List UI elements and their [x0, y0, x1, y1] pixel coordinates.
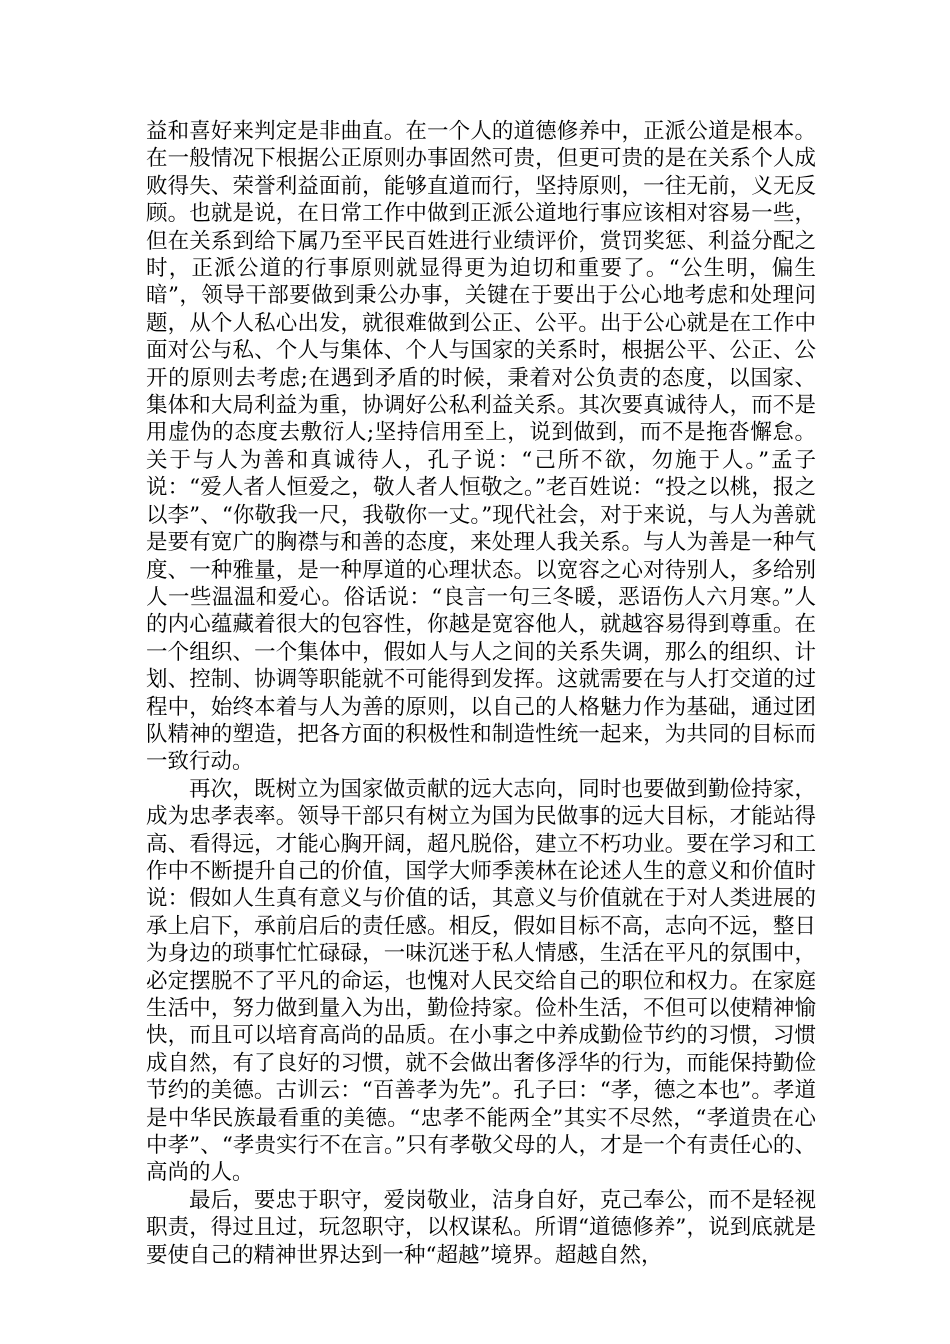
- document-body: [146, 118, 816, 1269]
- paragraph-duty: 最后，要忠于职守，爱岗敬业，洁身自好，克己奉公，而不是轻视职责，得过且过，玩忽职守，以权谋私。所谓“道德修养”，说到底就是要使自己的精神世界达到一种“超越”境界。超越自然，: [146, 1187, 816, 1268]
- paragraph-ambition: 再次，既树立为国家做贡献的远大志向，同时也要做到勤俭持家，成为忠孝表率。领导干部只有树立为国为民做事的远大目标，才能站得高、看得远，才能心胸开阔，超凡脱俗，建立不朽功业。要在学习和工作中不断提升自己的价值，国学大师季羡林在论述人生的意义和价值时说：假如人生真有意义与价值的话，其意义与价值就在于对人类进展的承上启下，承前启后的责任感。相反，假如目标不高，志向不远，整日为身边的琐事忙忙碌碌，一味沉迷于私人情感，生活在平凡的氛围中，必定摆脱不了平凡的命运，也愧对人民交给自己的职位和权力。在家庭生活中，努力做到量入为出，勤俭持家。俭朴生活，不但可以使精神愉快，而且可以培育高尚的品质。在小事之中养成勤俭节约的习惯，习惯成自然，有了良好的习惯，就不会做出奢侈浮华的行为，而能保持勤俭节约的美德。古训云：“百善孝为先”。孔子曰：“孝，德之本也”。孝道是中华民族最看重的美德。“忠孝不能两全”其实不尽然，“孝道贵在心中孝”、“孝贵实行不在言。”只有孝敬父母的人，才是一个有责任心的、高尚的人。: [146, 776, 816, 1186]
- paragraph-continuation: 益和喜好来判定是非曲直。在一个人的道德修养中，正派公道是根本。在一般情况下根据公正原则办事固然可贵，但更可贵的是在关系个人成败得失、荣誉利益面前，能够直道而行，坚持原则，一往无前，义无反顾。也就是说，在日常工作中做到正派公道地行事应该相对容易一些，但在关系到给下属乃至平民百姓进行业绩评价，赏罚奖惩、利益分配之时，正派公道的行事原则就显得更为迫切和重要了。“公生明，偏生暗”，领导干部要做到秉公办事，关键在于要出于公心地考虑和处理问题，从个人私心出发，就很难做到公正、公平。出于公心就是在工作中面对公与私、个人与集体、个人与国家的关系时，根据公平、公正、公开的原则去考虑;在遇到矛盾的时候，秉着对公负责的态度，以国家、集体和大局利益为重，协调好公私利益关系。其次要真诚待人，而不是用虚伪的态度去敷衍人;坚持信用至上，说到做到，而不是拖沓懈怠。关于与人为善和真诚待人，孔子说：“己所不欲，勿施于人。”孟子说：“爱人者人恒爱之，敬人者人恒敬之。”老百姓说：“投之以桃，报之以李”、“你敬我一尺，我敬你一丈。”现代社会，对于来说，与人为善就是要有宽广的胸襟与和善的态度，来处理人我关系。与人为善是一种气度、一种雅量，是一种厚道的心理状态。以宽容之心对待别人，多给别人一些温温和爱心。俗话说：“良言一句三冬暖，恶语伤人六月寒。”人的内心蕴藏着很大的包容性，你越是宽容他人，就越容易得到尊重。在一个组织、一个集体中，假如人与人之间的关系失调，那么的组织、计划、控制、协调等职能就不可能得到发挥。这就需要在与人打交道的过程中，始终本着与人为善的原则，以自己的人格魅力作为基础，通过团队精神的塑造，把各方面的积极性和制造性统一起来，为共同的目标而一致行动。: [146, 119, 816, 775]
